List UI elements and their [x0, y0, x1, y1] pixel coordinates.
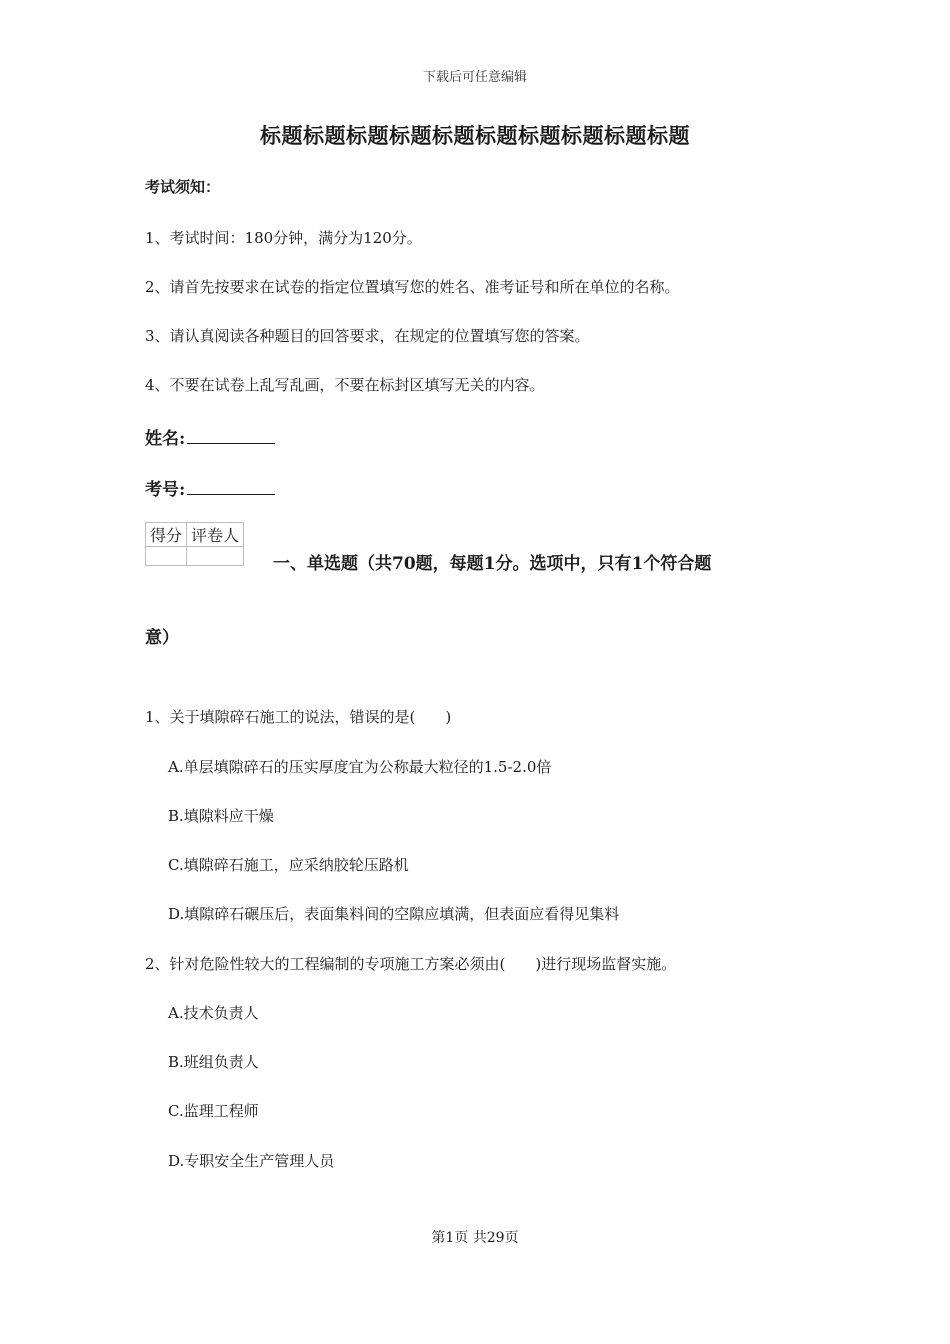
question-2-option-b: B.班组负责人	[168, 1053, 259, 1071]
score-table	[145, 522, 244, 566]
grader-header: 评卷人	[187, 523, 244, 547]
score-cell	[146, 547, 187, 566]
question-2-option-a: A.技术负责人	[168, 1004, 259, 1022]
exam-id-label: 考号:	[145, 480, 186, 500]
question-1-option-b: B.填隙料应干燥	[168, 807, 274, 825]
score-header: 得分	[146, 523, 187, 547]
question-1-option-c: C.填隙碎石施工，应采纳胶轮压路机	[168, 856, 409, 874]
section-heading: 一、单选题（共70题，每题1分。选项中，只有1个符合题	[273, 554, 712, 574]
question-1: 1、关于填隙碎石施工的说法，错误的是( )	[145, 708, 452, 726]
document-title: 标题标题标题标题标题标题标题标题标题标题	[260, 123, 690, 148]
section-heading-continued: 意）	[145, 628, 179, 648]
notice-heading: 考试须知：	[145, 178, 221, 196]
name-blank[interactable]	[187, 427, 275, 444]
notice-item: 4、不要在试卷上乱写乱画，不要在标封区填写无关的内容。	[145, 376, 545, 394]
page-footer: 第1页 共29页	[431, 1230, 519, 1246]
question-2-option-c: C.监理工程师	[168, 1102, 259, 1120]
question-1-option-d: D.填隙碎石碾压后，表面集料间的空隙应填满，但表面应看得见集料	[168, 905, 620, 923]
notice-item: 1、考试时间：180分钟，满分为120分。	[145, 229, 422, 247]
grader-cell	[187, 547, 244, 566]
name-field	[145, 424, 275, 449]
question-1-option-a: A.单层填隙碎石的压实厚度宜为公称最大粒径的1.5-2.0倍	[168, 758, 552, 776]
notice-item: 3、请认真阅读各种题目的回答要求，在规定的位置填写您的答案。	[145, 327, 590, 345]
notice-item: 2、请首先按要求在试卷的指定位置填写您的姓名、准考证号和所在单位的名称。	[145, 278, 680, 296]
exam-id-field	[145, 475, 275, 500]
header-note: 下载后可任意编辑	[422, 70, 527, 85]
exam-id-blank[interactable]	[187, 478, 275, 495]
question-2: 2、针对危险性较大的工程编制的专项施工方案必须由( )进行现场监督实施。	[145, 955, 677, 973]
name-label: 姓名:	[145, 429, 186, 449]
question-2-option-d: D.专职安全生产管理人员	[168, 1152, 335, 1170]
